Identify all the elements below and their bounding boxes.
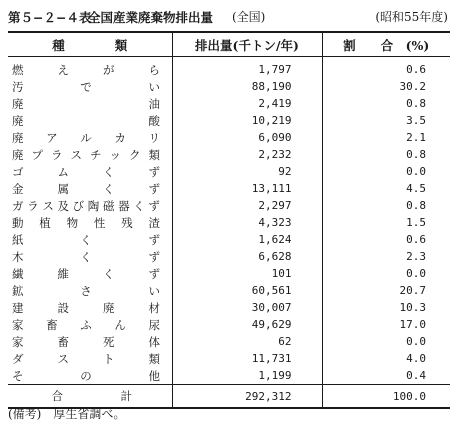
- amount-cell: 101: [172, 265, 322, 282]
- category-name: 廃 油: [12, 96, 160, 111]
- source-note: (備考) 厚生省調べ。: [8, 407, 126, 421]
- ratio-cell: 1.5: [322, 214, 450, 231]
- category-name: 廃 ア ル カ リ: [12, 130, 160, 145]
- amount-cell: 62: [172, 333, 322, 350]
- category-name: 繊 維 く ず: [12, 266, 160, 281]
- table-fiscal-year: (昭和55年度): [375, 10, 448, 24]
- category-name: 建 設 廃 材: [12, 300, 160, 315]
- category-name: 紙 く ず: [12, 232, 160, 247]
- table-row: [8, 180, 450, 197]
- ratio-cell: 2.1: [322, 129, 450, 146]
- category-name: 廃 酸: [12, 113, 160, 128]
- table-title-row: [8, 8, 448, 26]
- table-number: 第５−２−４表: [8, 10, 92, 25]
- table-scope: (全国): [232, 10, 266, 24]
- category-name: 家 畜 ふ ん 尿: [12, 317, 160, 332]
- table-row: [8, 316, 450, 333]
- category-cell: [8, 299, 172, 316]
- category-cell: [8, 350, 172, 367]
- ratio-cell: 30.2: [322, 78, 450, 95]
- table-row: [8, 299, 450, 316]
- table-row: [8, 265, 450, 282]
- header-amount: 排出量(千トン/年): [172, 32, 322, 57]
- table-row: [8, 57, 450, 79]
- category-name: ガ ラ ス 及 び 陶 磁 器 く ず: [12, 198, 160, 213]
- category-cell: [8, 95, 172, 112]
- table-row: [8, 350, 450, 367]
- amount-cell: 2,419: [172, 95, 322, 112]
- ratio-cell: 0.4: [322, 367, 450, 385]
- amount-cell: 10,219: [172, 112, 322, 129]
- category-name: 鉱 さ い: [12, 283, 160, 298]
- ratio-cell: 0.6: [322, 57, 450, 79]
- ratio-cell: 4.0: [322, 350, 450, 367]
- total-ratio: 100.0: [322, 385, 450, 409]
- category-cell: [8, 197, 172, 214]
- category-name: 木 く ず: [12, 249, 160, 264]
- amount-cell: 1,797: [172, 57, 322, 79]
- category-cell: [8, 231, 172, 248]
- category-cell: [8, 333, 172, 350]
- table-row: [8, 231, 450, 248]
- category-cell: [8, 129, 172, 146]
- ratio-cell: 3.5: [322, 112, 450, 129]
- category-name: 金 属 く ず: [12, 181, 160, 196]
- table-row: [8, 95, 450, 112]
- category-cell: [8, 146, 172, 163]
- category-name: そ の 他: [12, 368, 160, 383]
- ratio-cell: 2.3: [322, 248, 450, 265]
- category-cell: [8, 282, 172, 299]
- table-header-row: [8, 32, 450, 57]
- waste-emission-table: [8, 31, 450, 409]
- ratio-cell: 0.8: [322, 95, 450, 112]
- table-row: [8, 146, 450, 163]
- category-cell: [8, 78, 172, 95]
- category-cell: [8, 367, 172, 385]
- ratio-cell: 0.8: [322, 197, 450, 214]
- amount-cell: 4,323: [172, 214, 322, 231]
- amount-cell: 88,190: [172, 78, 322, 95]
- table-row: [8, 333, 450, 350]
- amount-cell: 13,111: [172, 180, 322, 197]
- category-cell: [8, 265, 172, 282]
- ratio-cell: 17.0: [322, 316, 450, 333]
- category-cell: [8, 112, 172, 129]
- category-cell: [8, 180, 172, 197]
- amount-cell: 30,007: [172, 299, 322, 316]
- header-category: 種 類: [8, 32, 172, 57]
- category-name: ダ ス ト 類: [12, 351, 160, 366]
- ratio-cell: 0.0: [322, 265, 450, 282]
- total-amount: 292,312: [172, 385, 322, 409]
- amount-cell: 6,090: [172, 129, 322, 146]
- total-label: 合 計: [8, 385, 172, 409]
- category-name: 汚 で い: [12, 79, 160, 94]
- category-name: 燃 え が ら: [12, 62, 160, 77]
- amount-cell: 49,629: [172, 316, 322, 333]
- category-cell: [8, 163, 172, 180]
- table-row: [8, 163, 450, 180]
- amount-cell: 1,624: [172, 231, 322, 248]
- category-cell: [8, 57, 172, 79]
- amount-cell: 1,199: [172, 367, 322, 385]
- category-cell: [8, 214, 172, 231]
- table-row: [8, 197, 450, 214]
- category-name: 動 植 物 性 残 渣: [12, 215, 160, 230]
- ratio-cell: 0.0: [322, 163, 450, 180]
- category-name: ゴ ム く ず: [12, 164, 160, 179]
- table-row: [8, 214, 450, 231]
- table-row: [8, 248, 450, 265]
- category-cell: [8, 248, 172, 265]
- amount-cell: 2,297: [172, 197, 322, 214]
- table-row: [8, 129, 450, 146]
- ratio-cell: 10.3: [322, 299, 450, 316]
- table-row: [8, 367, 450, 385]
- category-name: 家 畜 死 体: [12, 334, 160, 349]
- amount-cell: 2,232: [172, 146, 322, 163]
- ratio-cell: 0.0: [322, 333, 450, 350]
- amount-cell: 92: [172, 163, 322, 180]
- table-title: 全国産業廃棄物排出量: [88, 10, 214, 25]
- category-cell: [8, 316, 172, 333]
- ratio-cell: 0.8: [322, 146, 450, 163]
- category-name: 廃 プ ラ ス チ ッ ク 類: [12, 147, 160, 162]
- header-ratio: 割 合 (%): [322, 32, 450, 57]
- ratio-cell: 0.6: [322, 231, 450, 248]
- amount-cell: 6,628: [172, 248, 322, 265]
- table-row: [8, 282, 450, 299]
- ratio-cell: 4.5: [322, 180, 450, 197]
- amount-cell: 11,731: [172, 350, 322, 367]
- table-body: [8, 57, 450, 385]
- table-row: [8, 112, 450, 129]
- table-row: [8, 78, 450, 95]
- amount-cell: 60,561: [172, 282, 322, 299]
- ratio-cell: 20.7: [322, 282, 450, 299]
